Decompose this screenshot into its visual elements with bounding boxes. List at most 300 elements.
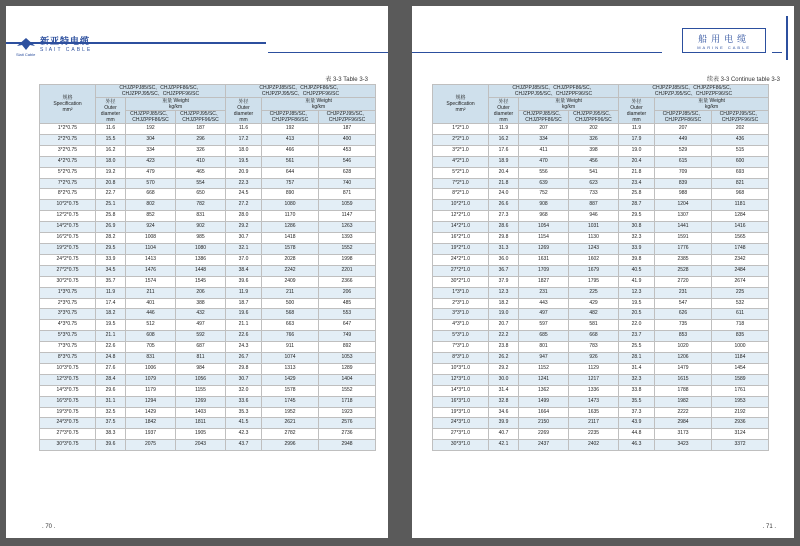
value-cell: 17.9 <box>619 134 655 145</box>
table-row <box>40 254 376 265</box>
table-row <box>433 353 769 364</box>
spec-cell: 8*3*0.75 <box>40 353 96 364</box>
spec-cell: 24*2*1.0 <box>433 254 489 265</box>
value-cell: 2235 <box>569 429 619 440</box>
value-cell: 783 <box>569 342 619 353</box>
spec-cell: 3*2*1.0 <box>433 145 489 156</box>
value-cell: 1565 <box>712 233 769 244</box>
value-cell: 36.7 <box>489 265 519 276</box>
value-cell: 26.2 <box>489 353 519 364</box>
value-cell: 2409 <box>262 276 319 287</box>
table-row <box>40 243 376 254</box>
value-cell: 43.7 <box>226 440 262 451</box>
value-cell: 32.1 <box>226 243 262 254</box>
value-cell: 1578 <box>262 385 319 396</box>
value-cell: 1748 <box>712 243 769 254</box>
spec-cell: 7*2*0.75 <box>40 178 96 189</box>
value-cell: 22.0 <box>619 320 655 331</box>
value-cell: 43.9 <box>619 418 655 429</box>
value-cell: 12.3 <box>489 287 519 298</box>
spec-cell: 10*2*1.0 <box>433 200 489 211</box>
value-cell: 334 <box>126 145 176 156</box>
value-cell: 871 <box>319 189 376 200</box>
value-cell: 33.6 <box>226 396 262 407</box>
table-row <box>433 418 769 429</box>
value-cell: 30.7 <box>226 233 262 244</box>
table-row <box>433 374 769 385</box>
value-cell: 1937 <box>126 429 176 440</box>
table-row <box>433 145 769 156</box>
value-cell: 1008 <box>126 233 176 244</box>
table-row <box>40 396 376 407</box>
value-cell: 1454 <box>712 363 769 374</box>
value-cell: 2736 <box>319 429 376 440</box>
spec-cell: 16*2*1.0 <box>433 233 489 244</box>
spec-cell: 5*3*1.0 <box>433 331 489 342</box>
table-row <box>40 429 376 440</box>
value-cell: 1289 <box>319 363 376 374</box>
value-cell: 479 <box>126 167 176 178</box>
value-cell: 561 <box>262 156 319 167</box>
value-cell: 2043 <box>176 440 226 451</box>
value-cell: 11.9 <box>489 124 519 135</box>
table-row <box>40 145 376 156</box>
value-cell: 15.5 <box>96 134 126 145</box>
bird-logo-icon <box>16 36 36 52</box>
value-cell: 202 <box>712 124 769 135</box>
table-row <box>40 440 376 451</box>
value-cell: 23.8 <box>489 342 519 353</box>
spec-cell: 12*3*0.75 <box>40 374 96 385</box>
weight-type-header: CHJZPPJ85/SC、 CHJZPPF86/SC <box>519 111 569 124</box>
value-cell: 1795 <box>569 276 619 287</box>
value-cell: 44.8 <box>619 429 655 440</box>
value-cell: 1204 <box>655 200 712 211</box>
spec-cell: 5*2*0.75 <box>40 167 96 178</box>
value-cell: 206 <box>319 287 376 298</box>
value-cell: 23.7 <box>619 331 655 342</box>
spec-cell: 14*3*1.0 <box>433 385 489 396</box>
value-cell: 2621 <box>262 418 319 429</box>
value-cell: 482 <box>569 309 619 320</box>
value-cell: 532 <box>712 298 769 309</box>
weight-type-header: CHJPZPJ95/SC、 CHJPZPF96/SC <box>712 111 769 124</box>
value-cell: 1827 <box>519 276 569 287</box>
value-cell: 1552 <box>319 385 376 396</box>
spec-cell: 19*3*1.0 <box>433 407 489 418</box>
value-cell: 449 <box>655 134 712 145</box>
value-cell: 611 <box>712 309 769 320</box>
table-row <box>433 124 769 135</box>
value-cell: 32.3 <box>619 374 655 385</box>
value-cell: 988 <box>655 189 712 200</box>
value-cell: 1552 <box>319 243 376 254</box>
value-cell: 453 <box>319 145 376 156</box>
value-cell: 41.5 <box>226 418 262 429</box>
value-cell: 852 <box>126 211 176 222</box>
weight-type-header: CHJZPPJ85/SC、 CHJZPPF86/SC <box>126 111 176 124</box>
value-cell: 41.9 <box>619 276 655 287</box>
value-cell: 26.7 <box>226 353 262 364</box>
value-cell: 2028 <box>262 254 319 265</box>
value-cell: 18.2 <box>489 298 519 309</box>
value-cell: 835 <box>712 331 769 342</box>
value-cell: 225 <box>569 287 619 298</box>
table-row <box>433 342 769 353</box>
value-cell: 1811 <box>176 418 226 429</box>
value-cell: 296 <box>176 134 226 145</box>
right-page <box>412 6 794 538</box>
spec-cell: 16*3*1.0 <box>433 396 489 407</box>
value-cell: 485 <box>319 298 376 309</box>
value-cell: 334 <box>519 134 569 145</box>
value-cell: 668 <box>126 189 176 200</box>
value-cell: 608 <box>126 331 176 342</box>
value-cell: 20.8 <box>96 178 126 189</box>
value-cell: 18.0 <box>226 145 262 156</box>
value-cell: 33.9 <box>96 254 126 265</box>
value-cell: 225 <box>712 287 769 298</box>
value-cell: 187 <box>319 124 376 135</box>
table-row <box>433 233 769 244</box>
value-cell: 782 <box>176 200 226 211</box>
value-cell: 1952 <box>262 407 319 418</box>
value-cell: 911 <box>262 342 319 353</box>
table-row <box>433 178 769 189</box>
value-cell: 31.4 <box>619 363 655 374</box>
value-cell: 18.0 <box>96 156 126 167</box>
value-cell: 16.2 <box>96 145 126 156</box>
value-cell: 2674 <box>712 276 769 287</box>
value-cell: 497 <box>519 309 569 320</box>
value-cell: 2528 <box>655 265 712 276</box>
value-cell: 20.9 <box>226 167 262 178</box>
value-cell: 21.1 <box>226 320 262 331</box>
spec-cell: 27*2*0.75 <box>40 265 96 276</box>
spec-cell: 1*2*0.75 <box>40 124 96 135</box>
value-cell: 615 <box>655 156 712 167</box>
value-cell: 1441 <box>655 222 712 233</box>
value-cell: 801 <box>519 342 569 353</box>
value-cell: 1923 <box>319 407 376 418</box>
value-cell: 16.2 <box>489 134 519 145</box>
value-cell: 206 <box>176 287 226 298</box>
value-cell: 11.9 <box>96 287 126 298</box>
value-cell: 1761 <box>712 385 769 396</box>
value-cell: 1152 <box>519 363 569 374</box>
weight-type-header: CHJPZPJ85/SC、 CHJPZPF86/SC <box>262 111 319 124</box>
spec-cell: 5*3*0.75 <box>40 331 96 342</box>
outer-diameter-header: 外径 Outer diameter mm <box>96 98 126 124</box>
value-cell: 500 <box>262 298 319 309</box>
table-row <box>433 265 769 276</box>
value-cell: 1476 <box>126 265 176 276</box>
value-cell: 18.7 <box>226 298 262 309</box>
value-cell: 20.5 <box>619 309 655 320</box>
spec-cell: 1*2*1.0 <box>433 124 489 135</box>
table-caption: 表 3-3 Table 3-3 <box>325 77 368 83</box>
value-cell: 1842 <box>126 418 176 429</box>
value-cell: 11.9 <box>619 124 655 135</box>
value-cell: 27.3 <box>489 211 519 222</box>
value-cell: 432 <box>176 309 226 320</box>
weight-header: 重量 Weight kg/km <box>519 98 619 111</box>
value-cell: 19.0 <box>489 309 519 320</box>
value-cell: 29.6 <box>96 385 126 396</box>
value-cell: 623 <box>569 178 619 189</box>
value-cell: 946 <box>569 211 619 222</box>
value-cell: 2269 <box>519 429 569 440</box>
logo-chinese-text: 新亚特电缆 <box>40 36 91 46</box>
value-cell: 554 <box>176 178 226 189</box>
spec-cell: 30*2*1.0 <box>433 276 489 287</box>
value-cell: 735 <box>655 320 712 331</box>
value-cell: 29.8 <box>489 233 519 244</box>
value-cell: 1709 <box>519 265 569 276</box>
value-cell: 1448 <box>176 265 226 276</box>
value-cell: 1545 <box>176 276 226 287</box>
value-cell: 1313 <box>262 363 319 374</box>
weight-type-header: CHJPZPJ95/SC、 CHJPZPF96/SC <box>319 111 376 124</box>
value-cell: 207 <box>655 124 712 135</box>
spec-cell: 12*2*0.75 <box>40 211 96 222</box>
value-cell: 515 <box>712 145 769 156</box>
value-cell: 1079 <box>126 374 176 385</box>
value-cell: 926 <box>569 353 619 364</box>
value-cell: 398 <box>569 145 619 156</box>
value-cell: 2437 <box>519 440 569 451</box>
value-cell: 1386 <box>176 254 226 265</box>
value-cell: 968 <box>519 211 569 222</box>
header-thin-rule <box>412 52 662 53</box>
value-cell: 546 <box>319 156 376 167</box>
value-cell: 1591 <box>655 233 712 244</box>
value-cell: 2201 <box>319 265 376 276</box>
spec-cell: 24*2*0.75 <box>40 254 96 265</box>
value-cell: 411 <box>519 145 569 156</box>
spec-cell: 14*3*0.75 <box>40 385 96 396</box>
value-cell: 1006 <box>126 363 176 374</box>
value-cell: 1631 <box>519 254 569 265</box>
spec-cell: 7*3*1.0 <box>433 342 489 353</box>
value-cell: 388 <box>176 298 226 309</box>
value-cell: 2242 <box>262 265 319 276</box>
value-cell: 1080 <box>176 243 226 254</box>
value-cell: 740 <box>319 178 376 189</box>
table-row <box>40 167 376 178</box>
spec-cell: 8*2*1.0 <box>433 189 489 200</box>
group2-header: CHJPZPJ85/SC、CHJPZPF86/SC、 CHJPZPJ95/SC、CHJPZPF96/SC <box>619 85 769 98</box>
spec-cell: 16*3*0.75 <box>40 396 96 407</box>
spec-cell: 2*3*0.75 <box>40 298 96 309</box>
value-cell: 1336 <box>569 385 619 396</box>
value-cell: 802 <box>126 200 176 211</box>
value-cell: 1181 <box>712 200 769 211</box>
value-cell: 21.8 <box>619 167 655 178</box>
value-cell: 1241 <box>519 374 569 385</box>
value-cell: 749 <box>319 331 376 342</box>
table-row <box>433 200 769 211</box>
table-row <box>40 331 376 342</box>
value-cell: 326 <box>176 145 226 156</box>
value-cell: 1429 <box>262 374 319 385</box>
table-row <box>40 309 376 320</box>
value-cell: 2402 <box>569 440 619 451</box>
company-logo <box>16 34 92 53</box>
table-row <box>433 156 769 167</box>
weight-header: 重量 Weight kg/km <box>655 98 769 111</box>
section-title-box <box>682 28 766 53</box>
value-cell: 40.5 <box>619 265 655 276</box>
value-cell: 1184 <box>712 353 769 364</box>
value-cell: 25.1 <box>96 200 126 211</box>
outer-diameter-header: 外径 Outer diameter mm <box>489 98 519 124</box>
header-thin-rule <box>268 52 388 53</box>
value-cell: 18.9 <box>489 156 519 167</box>
value-cell: 20.7 <box>489 320 519 331</box>
value-cell: 37.3 <box>619 407 655 418</box>
spec-cell: 12*3*1.0 <box>433 374 489 385</box>
value-cell: 733 <box>569 189 619 200</box>
value-cell: 887 <box>569 200 619 211</box>
value-cell: 187 <box>176 124 226 135</box>
value-cell: 231 <box>519 287 569 298</box>
table-row <box>40 385 376 396</box>
page-number: . 71 . <box>762 524 776 530</box>
spec-cell: 3*3*1.0 <box>433 309 489 320</box>
value-cell: 11.6 <box>96 124 126 135</box>
spec-cell: 12*2*1.0 <box>433 211 489 222</box>
table-row <box>40 287 376 298</box>
value-cell: 37.9 <box>489 276 519 287</box>
value-cell: 1574 <box>126 276 176 287</box>
value-cell: 1776 <box>655 243 712 254</box>
table-row <box>40 134 376 145</box>
value-cell: 17.6 <box>489 145 519 156</box>
value-cell: 811 <box>176 353 226 364</box>
table-row <box>433 222 769 233</box>
value-cell: 22.7 <box>96 189 126 200</box>
value-cell: 39.8 <box>619 254 655 265</box>
value-cell: 19.2 <box>96 167 126 178</box>
value-cell: 11.6 <box>226 124 262 135</box>
value-cell: 31.1 <box>96 396 126 407</box>
table-row <box>40 320 376 331</box>
spec-cell: 30*3*1.0 <box>433 440 489 451</box>
value-cell: 3372 <box>712 440 769 451</box>
value-cell: 1905 <box>176 429 226 440</box>
section-title-english: MARINE CABLE <box>697 45 751 50</box>
value-cell: 685 <box>519 331 569 342</box>
spec-cell: 27*2*1.0 <box>433 265 489 276</box>
value-cell: 626 <box>655 309 712 320</box>
value-cell: 28.4 <box>96 374 126 385</box>
table-row <box>40 156 376 167</box>
value-cell: 1080 <box>262 200 319 211</box>
spec-cell: 8*2*0.75 <box>40 189 96 200</box>
table-row <box>40 222 376 233</box>
value-cell: 423 <box>126 156 176 167</box>
value-cell: 766 <box>262 331 319 342</box>
value-cell: 42.1 <box>489 440 519 451</box>
value-cell: 1284 <box>712 211 769 222</box>
value-cell: 705 <box>126 342 176 353</box>
value-cell: 34.5 <box>96 265 126 276</box>
value-cell: 1635 <box>569 407 619 418</box>
value-cell: 192 <box>262 124 319 135</box>
value-cell: 429 <box>569 298 619 309</box>
table-row <box>433 189 769 200</box>
value-cell: 31.4 <box>489 385 519 396</box>
table-row <box>40 374 376 385</box>
value-cell: 529 <box>655 145 712 156</box>
value-cell: 1788 <box>655 385 712 396</box>
table-row <box>433 407 769 418</box>
value-cell: 1589 <box>712 374 769 385</box>
value-cell: 35.5 <box>619 396 655 407</box>
value-cell: 1000 <box>712 342 769 353</box>
value-cell: 29.8 <box>226 363 262 374</box>
value-cell: 1403 <box>176 407 226 418</box>
table-row <box>40 342 376 353</box>
table-row <box>433 385 769 396</box>
value-cell: 568 <box>262 309 319 320</box>
spec-cell: 2*3*1.0 <box>433 298 489 309</box>
value-cell: 1393 <box>319 233 376 244</box>
value-cell: 1031 <box>569 222 619 233</box>
value-cell: 2117 <box>569 418 619 429</box>
spec-cell: 5*2*1.0 <box>433 167 489 178</box>
value-cell: 46.3 <box>619 440 655 451</box>
value-cell: 1269 <box>176 396 226 407</box>
table-caption: 续表 3-3 Continue table 3-3 <box>706 77 780 83</box>
logo-subtext: Siait Cable <box>16 52 36 57</box>
value-cell: 39.6 <box>96 440 126 451</box>
value-cell: 36.0 <box>489 254 519 265</box>
value-cell: 19.6 <box>226 309 262 320</box>
value-cell: 30.7 <box>226 374 262 385</box>
value-cell: 687 <box>176 342 226 353</box>
value-cell: 1243 <box>569 243 619 254</box>
table-row <box>433 211 769 222</box>
table-row <box>433 134 769 145</box>
value-cell: 1429 <box>126 407 176 418</box>
value-cell: 31.3 <box>489 243 519 254</box>
value-cell: 465 <box>176 167 226 178</box>
value-cell: 497 <box>176 320 226 331</box>
spec-cell: 27*3*1.0 <box>433 429 489 440</box>
table-row <box>433 429 769 440</box>
value-cell: 1953 <box>712 396 769 407</box>
value-cell: 2984 <box>655 418 712 429</box>
value-cell: 600 <box>712 156 769 167</box>
value-cell: 1056 <box>176 374 226 385</box>
value-cell: 23.4 <box>619 178 655 189</box>
spec-cell: 1*3*1.0 <box>433 287 489 298</box>
value-cell: 30.0 <box>489 374 519 385</box>
corner-mark <box>786 16 788 60</box>
value-cell: 211 <box>262 287 319 298</box>
spec-cell: 14*2*1.0 <box>433 222 489 233</box>
value-cell: 32.3 <box>619 233 655 244</box>
value-cell: 32.5 <box>96 407 126 418</box>
value-cell: 26.9 <box>96 222 126 233</box>
weight-header: 重量 Weight kg/km <box>262 98 376 111</box>
value-cell: 2484 <box>712 265 769 276</box>
value-cell: 668 <box>569 331 619 342</box>
value-cell: 890 <box>262 189 319 200</box>
value-cell: 3173 <box>655 429 712 440</box>
